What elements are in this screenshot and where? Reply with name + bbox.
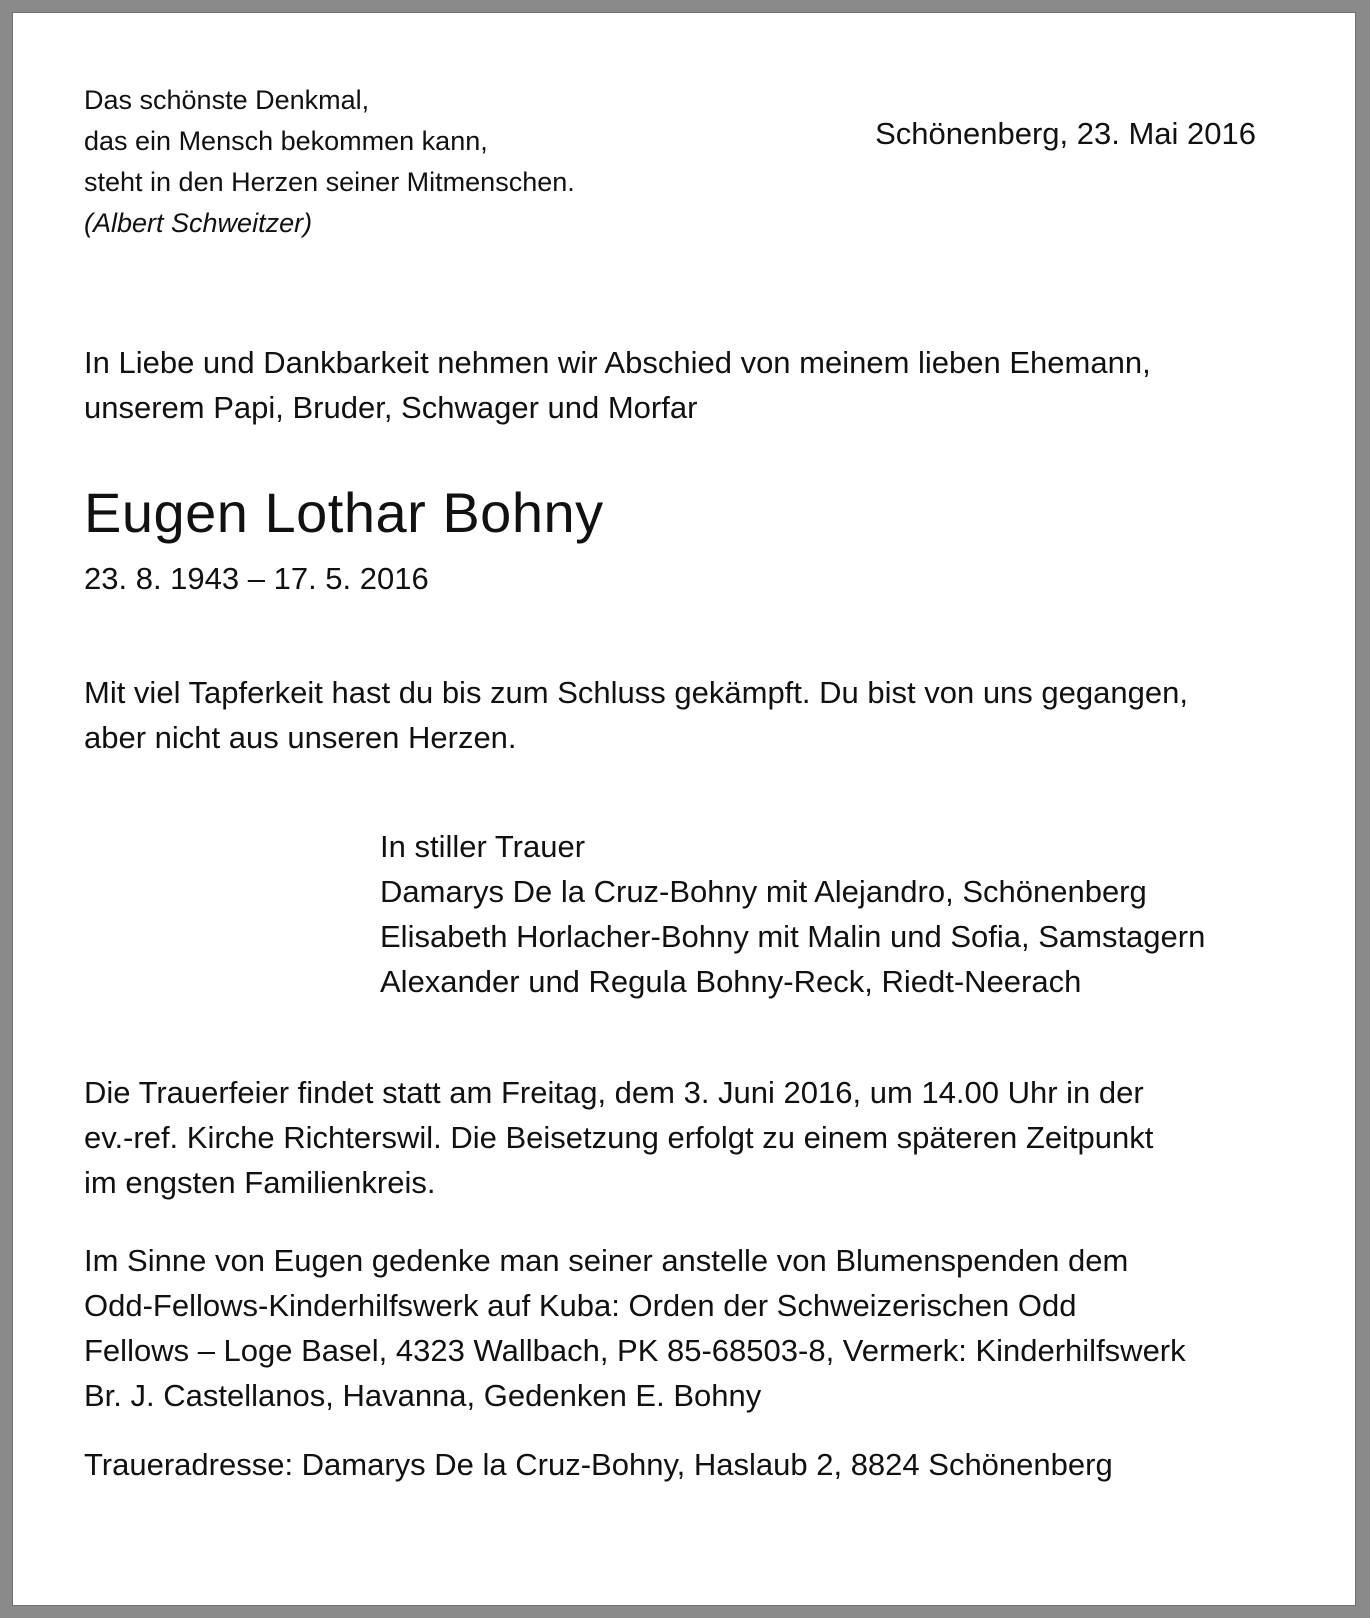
donation-text	[84, 1238, 1186, 1418]
funeral-line-1: Die Trauerfeier findet statt am Freitag, dem 3. Juni 2016, um 14.00 Uhr in der	[84, 1075, 1144, 1110]
quote-line-3: steht in den Herzen seiner Mitmenschen.	[84, 167, 575, 197]
mourners-heading: In stiller Trauer	[380, 829, 586, 864]
tribute-line-1: Mit viel Tapferkeit hast du bis zum Schluss gekämpft. Du bist von uns gegangen,	[84, 675, 1188, 710]
quote	[84, 80, 575, 244]
life-dates: 23. 8. 1943 – 17. 5. 2016	[84, 561, 429, 596]
deceased-name: Eugen Lothar Bohny	[84, 481, 604, 544]
obituary-page	[12, 12, 1356, 1606]
mourners-block	[380, 824, 1205, 1004]
donation-line-1: Im Sinne von Eugen gedenke man seiner anstelle von Blumenspenden dem	[84, 1243, 1129, 1278]
mourning-address: Traueradresse: Damarys De la Cruz-Bohny, Haslaub 2, 8824 Schönenberg	[84, 1447, 1113, 1482]
intro-line-2: unserem Papi, Bruder, Schwager und Morfar	[84, 390, 698, 425]
quote-line-2: das ein Mensch bekommen kann,	[84, 126, 488, 156]
donation-line-2: Odd-Fellows-Kinderhilfswerk auf Kuba: Orden der Schweizerischen Odd	[84, 1288, 1077, 1323]
tribute-line-2: aber nicht aus unseren Herzen.	[84, 720, 517, 755]
funeral-line-3: im engsten Familienkreis.	[84, 1165, 436, 1200]
tribute-text	[84, 670, 1188, 760]
mourner-2: Elisabeth Horlacher-Bohny mit Malin und Sofia, Samstagern	[380, 919, 1206, 954]
quote-line-1: Das schönste Denkmal,	[84, 85, 370, 115]
intro-text	[84, 340, 1151, 430]
place-date: Schönenberg, 23. Mai 2016	[875, 116, 1256, 151]
donation-line-4: Br. J. Castellanos, Havanna, Gedenken E. Bohny	[84, 1378, 762, 1413]
funeral-line-2: ev.-ref. Kirche Richterswil. Die Beisetzung erfolgt zu einem späteren Zeitpunkt	[84, 1120, 1154, 1155]
funeral-text	[84, 1070, 1153, 1205]
mourner-3: Alexander und Regula Bohny-Reck, Riedt-Neerach	[380, 964, 1082, 999]
donation-line-3: Fellows – Loge Basel, 4323 Wallbach, PK 85-68503-8, Vermerk: Kinderhilfswerk	[84, 1333, 1186, 1368]
mourner-1: Damarys De la Cruz-Bohny mit Alejandro, Schönenberg	[380, 874, 1147, 909]
quote-source: (Albert Schweitzer)	[84, 208, 313, 238]
intro-line-1: In Liebe und Dankbarkeit nehmen wir Abschied von meinem lieben Ehemann,	[84, 345, 1151, 380]
